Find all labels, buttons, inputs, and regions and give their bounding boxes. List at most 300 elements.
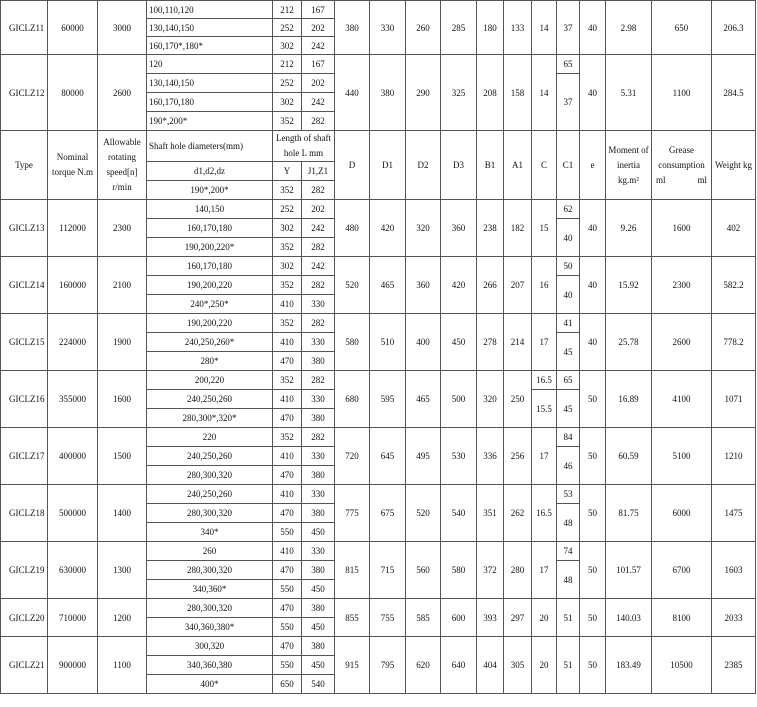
moment-of-inertia: 140.03 — [606, 599, 652, 637]
model-type: GICLZ15 — [1, 314, 48, 371]
dim-a1: 214 — [504, 314, 532, 371]
weight: 1475 — [712, 485, 756, 542]
shaft-diameters: 130,140,150 — [147, 74, 273, 93]
dim-e: 50 — [580, 542, 606, 599]
shaft-length-j1z1: 167 — [302, 1, 335, 19]
dim-c1: 65 — [557, 371, 580, 390]
dim-d1: 755 — [370, 599, 406, 637]
shaft-length-y: 252 — [273, 200, 302, 219]
shaft-length-y: 212 — [273, 1, 302, 19]
shaft-length-j1z1: 450 — [302, 618, 335, 637]
header-type: Type — [1, 131, 48, 200]
dim-d3: 640 — [441, 637, 477, 694]
dim-d1: 510 — [370, 314, 406, 371]
header-inertia — [606, 131, 652, 200]
dim-c1: 84 — [557, 428, 580, 447]
moment-of-inertia: 183.49 — [606, 637, 652, 694]
shaft-diameters: 160,170,180 — [147, 219, 273, 238]
dim-d1: 715 — [370, 542, 406, 599]
dim-c1: 40 — [557, 276, 580, 314]
dim-c: 17 — [532, 428, 557, 485]
header-grease-label: Grease consumption — [658, 144, 705, 170]
shaft-diameters: 280,300,320 — [147, 466, 273, 485]
dim-c: 17 — [532, 542, 557, 599]
weight: 2385 — [712, 637, 756, 694]
dim-d1: 330 — [370, 1, 406, 55]
dim-c: 20 — [532, 599, 557, 637]
table-body — [1, 1, 756, 694]
dim-c1: 51 — [557, 599, 580, 637]
dim-c1: 48 — [557, 561, 580, 599]
dim-c1: 45 — [557, 333, 580, 371]
dim-d2: 585 — [406, 599, 441, 637]
shaft-length-j1z1: 380 — [302, 637, 335, 656]
shaft-length-j1z1: 282 — [302, 238, 335, 257]
rotating-speed: 1900 — [98, 314, 147, 371]
dim-a1: 207 — [504, 257, 532, 314]
shaft-length-j1z1: 330 — [302, 542, 335, 561]
shaft-length-j1z1: 380 — [302, 466, 335, 485]
header-torque: Nominal torque N.m — [48, 131, 98, 200]
moment-of-inertia: 60.59 — [606, 428, 652, 485]
moment-of-inertia: 16.89 — [606, 371, 652, 428]
dim-e: 40 — [580, 1, 606, 55]
header-d1: D1 — [370, 131, 406, 200]
dim-c: 16.5 — [532, 485, 557, 542]
nominal-torque: 80000 — [48, 55, 98, 131]
table-row — [1, 637, 756, 656]
shaft-length-y: 302 — [273, 219, 302, 238]
dim-d2: 520 — [406, 485, 441, 542]
shaft-length-y: 302 — [273, 93, 302, 112]
weight: 1071 — [712, 371, 756, 428]
grease-consumption: 1100 — [652, 55, 712, 131]
dim-e: 40 — [580, 257, 606, 314]
moment-of-inertia: 5.31 — [606, 55, 652, 131]
model-type: GICLZ21 — [1, 637, 48, 694]
nominal-torque: 900000 — [48, 637, 98, 694]
table-row — [1, 55, 756, 74]
shaft-length-y: 470 — [273, 637, 302, 656]
shaft-length-j1z1: 450 — [302, 580, 335, 599]
dim-c1: 53 — [557, 485, 580, 504]
header-d3: D3 — [441, 131, 477, 200]
shaft-diameters: 260 — [147, 542, 273, 561]
shaft-diameters: 240*,250* — [147, 295, 273, 314]
shaft-length-y: 550 — [273, 523, 302, 542]
dim-d2: 260 — [406, 1, 441, 55]
shaft-length-y: 352 — [273, 428, 302, 447]
dim-d: 855 — [335, 599, 370, 637]
dim-e: 50 — [580, 428, 606, 485]
dim-b1: 393 — [477, 599, 504, 637]
dim-c: 17 — [532, 314, 557, 371]
model-type: GICLZ19 — [1, 542, 48, 599]
header-d: D — [335, 131, 370, 200]
dim-e: 40 — [580, 314, 606, 371]
shaft-diameters: 280* — [147, 352, 273, 371]
table-row — [1, 314, 756, 333]
grease-consumption: 1600 — [652, 200, 712, 257]
dim-a1: 158 — [504, 55, 532, 131]
weight: 1210 — [712, 428, 756, 485]
shaft-length-j1z1: 330 — [302, 390, 335, 409]
weight: 206.3 — [712, 1, 756, 55]
table-row — [1, 1, 756, 19]
shaft-length-j1z1: 450 — [302, 523, 335, 542]
shaft-diameters: 190,200,220 — [147, 276, 273, 295]
grease-consumption: 2600 — [652, 314, 712, 371]
model-type: GICLZ14 — [1, 257, 48, 314]
grease-consumption: 8100 — [652, 599, 712, 637]
moment-of-inertia: 15.92 — [606, 257, 652, 314]
dim-d: 580 — [335, 314, 370, 371]
weight: 284.5 — [712, 55, 756, 131]
shaft-length-j1z1: 282 — [302, 428, 335, 447]
shaft-diameters: 160,170,180 — [147, 257, 273, 276]
header-e: e — [580, 131, 606, 200]
shaft-length-j1z1: 330 — [302, 333, 335, 352]
moment-of-inertia: 9.26 — [606, 200, 652, 257]
dim-c: 15 — [532, 200, 557, 257]
shaft-length-y: 470 — [273, 561, 302, 580]
grease-consumption: 6700 — [652, 542, 712, 599]
dim-d3: 540 — [441, 485, 477, 542]
shaft-length-j1z1: 167 — [302, 55, 335, 74]
shaft-length-y: 470 — [273, 504, 302, 523]
shaft-length-y: 352 — [273, 276, 302, 295]
moment-of-inertia: 25.78 — [606, 314, 652, 371]
shaft-diameters: 300,320 — [147, 637, 273, 656]
model-type: GICLZ18 — [1, 485, 48, 542]
shaft-length-j1z1: 202 — [302, 19, 335, 37]
header-shaft-length: Length of shaft hole L mm — [273, 131, 335, 162]
shaft-diameters: 190,200,220* — [147, 238, 273, 257]
dim-a1: 280 — [504, 542, 532, 599]
model-type: GICLZ12 — [1, 55, 48, 131]
shaft-length-y: 550 — [273, 580, 302, 599]
shaft-diameters: 190*,200* — [147, 112, 273, 131]
dim-c1: 62 — [557, 200, 580, 219]
header-weight: Weight kg — [712, 131, 756, 200]
table-row — [1, 599, 756, 618]
moment-of-inertia: 101.57 — [606, 542, 652, 599]
grease-consumption: 6000 — [652, 485, 712, 542]
dim-d3: 530 — [441, 428, 477, 485]
nominal-torque: 500000 — [48, 485, 98, 542]
header-extra-y: 352 — [273, 181, 302, 200]
header-grease-unit-left: ml — [656, 174, 666, 185]
dim-a1: 133 — [504, 1, 532, 55]
header-c: C — [532, 131, 557, 200]
dim-d1: 645 — [370, 428, 406, 485]
dim-c1: 37 — [557, 74, 580, 131]
shaft-diameters: 130,140,150 — [147, 19, 273, 37]
model-type: GICLZ16 — [1, 371, 48, 428]
shaft-length-j1z1: 242 — [302, 93, 335, 112]
header-b1: B1 — [477, 131, 504, 200]
table-row — [1, 542, 756, 561]
shaft-length-y: 212 — [273, 55, 302, 74]
nominal-torque: 630000 — [48, 542, 98, 599]
dim-d1: 675 — [370, 485, 406, 542]
dim-c: 14 — [532, 1, 557, 55]
dim-b1: 336 — [477, 428, 504, 485]
shaft-diameters: 240,250,260 — [147, 485, 273, 504]
grease-consumption: 2300 — [652, 257, 712, 314]
shaft-length-j1z1: 380 — [302, 561, 335, 580]
shaft-length-j1z1: 330 — [302, 485, 335, 504]
shaft-diameters: 340* — [147, 523, 273, 542]
header-inertia-label: Moment of inertia — [608, 144, 649, 170]
model-type: GICLZ11 — [1, 1, 48, 55]
shaft-diameters: 220 — [147, 428, 273, 447]
dim-d3: 325 — [441, 55, 477, 131]
rotating-speed: 2600 — [98, 55, 147, 131]
dim-d2: 495 — [406, 428, 441, 485]
nominal-torque: 112000 — [48, 200, 98, 257]
shaft-length-y: 650 — [273, 675, 302, 694]
rotating-speed: 1100 — [98, 637, 147, 694]
dim-d2: 560 — [406, 542, 441, 599]
moment-of-inertia: 81.75 — [606, 485, 652, 542]
model-type: GICLZ20 — [1, 599, 48, 637]
dim-c: 20 — [532, 637, 557, 694]
shaft-diameters: 160,170,180 — [147, 93, 273, 112]
shaft-diameters: 340,360,380* — [147, 618, 273, 637]
shaft-length-j1z1: 242 — [302, 219, 335, 238]
header-shaft-diameters: Shaft hole diameters(mm) — [147, 131, 273, 162]
shaft-diameters: 280,300,320 — [147, 599, 273, 618]
grease-consumption: 10500 — [652, 637, 712, 694]
dim-d2: 320 — [406, 200, 441, 257]
header-a1: A1 — [504, 131, 532, 200]
header-grease — [652, 131, 712, 200]
table-row — [1, 200, 756, 219]
shaft-diameters: 160,170*,180* — [147, 37, 273, 55]
shaft-length-y: 410 — [273, 542, 302, 561]
shaft-length-y: 410 — [273, 485, 302, 504]
shaft-diameters: 280,300,320 — [147, 561, 273, 580]
shaft-length-j1z1: 242 — [302, 37, 335, 55]
rotating-speed: 2100 — [98, 257, 147, 314]
shaft-length-y: 302 — [273, 37, 302, 55]
dim-d2: 290 — [406, 55, 441, 131]
dim-d3: 500 — [441, 371, 477, 428]
shaft-diameters: 200,220 — [147, 371, 273, 390]
shaft-length-j1z1: 380 — [302, 504, 335, 523]
weight: 1603 — [712, 542, 756, 599]
shaft-length-j1z1: 202 — [302, 74, 335, 93]
dim-d: 815 — [335, 542, 370, 599]
header-grease-unit-right: ml — [697, 174, 707, 185]
header-len-y: Y — [273, 162, 302, 181]
dim-d2: 620 — [406, 637, 441, 694]
shaft-length-y: 352 — [273, 112, 302, 131]
shaft-length-y: 470 — [273, 599, 302, 618]
shaft-diameters: 140,150 — [147, 200, 273, 219]
shaft-length-j1z1: 242 — [302, 257, 335, 276]
shaft-length-y: 550 — [273, 618, 302, 637]
dim-b1: 320 — [477, 371, 504, 428]
dim-d: 520 — [335, 257, 370, 314]
header-extra-j: 282 — [302, 181, 335, 200]
shaft-diameters: 190,200,220 — [147, 314, 273, 333]
grease-consumption: 650 — [652, 1, 712, 55]
dim-a1: 305 — [504, 637, 532, 694]
shaft-length-j1z1: 282 — [302, 371, 335, 390]
grease-consumption: 5100 — [652, 428, 712, 485]
dim-d2: 465 — [406, 371, 441, 428]
shaft-length-y: 352 — [273, 238, 302, 257]
dim-a1: 262 — [504, 485, 532, 542]
shaft-length-y: 302 — [273, 257, 302, 276]
header-len-j: J1,Z1 — [302, 162, 335, 181]
shaft-length-y: 410 — [273, 390, 302, 409]
shaft-length-y: 470 — [273, 352, 302, 371]
dim-d1: 795 — [370, 637, 406, 694]
dim-a1: 182 — [504, 200, 532, 257]
rotating-speed: 1300 — [98, 542, 147, 599]
nominal-torque: 355000 — [48, 371, 98, 428]
dim-b1: 208 — [477, 55, 504, 131]
dim-d: 440 — [335, 55, 370, 131]
rotating-speed: 3000 — [98, 1, 147, 55]
dim-c1: 40 — [557, 219, 580, 257]
dim-a1: 250 — [504, 371, 532, 428]
dim-b1: 404 — [477, 637, 504, 694]
dim-d3: 580 — [441, 542, 477, 599]
nominal-torque: 160000 — [48, 257, 98, 314]
shaft-diameters: 340,360,380 — [147, 656, 273, 675]
shaft-length-y: 252 — [273, 19, 302, 37]
dim-c: 14 — [532, 55, 557, 131]
dim-a1: 297 — [504, 599, 532, 637]
dim-b1: 278 — [477, 314, 504, 371]
header-extra-shaft: 190*,200* — [147, 181, 273, 200]
nominal-torque: 224000 — [48, 314, 98, 371]
shaft-length-j1z1: 450 — [302, 656, 335, 675]
shaft-length-j1z1: 202 — [302, 200, 335, 219]
rotating-speed: 1200 — [98, 599, 147, 637]
shaft-diameters: 100,110,120 — [147, 1, 273, 19]
dim-c1: 46 — [557, 447, 580, 485]
header-shaft-sub: d1,d2,dz — [147, 162, 273, 181]
shaft-diameters: 120 — [147, 55, 273, 74]
shaft-diameters: 240,250,260 — [147, 447, 273, 466]
dim-e: 40 — [580, 55, 606, 131]
model-type: GICLZ13 — [1, 200, 48, 257]
rotating-speed: 1400 — [98, 485, 147, 542]
shaft-length-y: 352 — [273, 371, 302, 390]
table-row — [1, 428, 756, 447]
dim-d: 680 — [335, 371, 370, 428]
dim-d3: 600 — [441, 599, 477, 637]
shaft-length-j1z1: 330 — [302, 295, 335, 314]
dim-d1: 420 — [370, 200, 406, 257]
shaft-length-y: 470 — [273, 409, 302, 428]
dim-c1: 65 — [557, 55, 580, 74]
dim-c1: 45 — [557, 390, 580, 428]
dim-c: 16 — [532, 257, 557, 314]
dim-d: 915 — [335, 637, 370, 694]
shaft-length-y: 352 — [273, 314, 302, 333]
dim-d3: 450 — [441, 314, 477, 371]
dim-b1: 238 — [477, 200, 504, 257]
dim-e: 50 — [580, 599, 606, 637]
dim-d1: 380 — [370, 55, 406, 131]
dim-d2: 400 — [406, 314, 441, 371]
weight: 582.2 — [712, 257, 756, 314]
dim-d2: 360 — [406, 257, 441, 314]
dim-c1: 74 — [557, 542, 580, 561]
dim-e: 50 — [580, 371, 606, 428]
weight: 778.2 — [712, 314, 756, 371]
shaft-length-y: 470 — [273, 466, 302, 485]
shaft-length-j1z1: 540 — [302, 675, 335, 694]
model-type: GICLZ17 — [1, 428, 48, 485]
dim-e: 50 — [580, 485, 606, 542]
header-d2: D2 — [406, 131, 441, 200]
dim-d: 775 — [335, 485, 370, 542]
shaft-diameters: 240,250,260* — [147, 333, 273, 352]
shaft-diameters: 240,250,260 — [147, 390, 273, 409]
shaft-length-j1z1: 380 — [302, 409, 335, 428]
rotating-speed: 2300 — [98, 200, 147, 257]
header-inertia-unit: kg.m² — [618, 174, 639, 185]
shaft-length-j1z1: 380 — [302, 352, 335, 371]
shaft-length-y: 410 — [273, 333, 302, 352]
shaft-diameters: 280,300*,320* — [147, 409, 273, 428]
shaft-diameters: 340,360* — [147, 580, 273, 599]
dim-e: 50 — [580, 637, 606, 694]
rotating-speed: 1500 — [98, 428, 147, 485]
shaft-length-j1z1: 380 — [302, 599, 335, 618]
dim-d: 380 — [335, 1, 370, 55]
dim-b1: 180 — [477, 1, 504, 55]
dim-e: 40 — [580, 200, 606, 257]
nominal-torque: 710000 — [48, 599, 98, 637]
weight: 2033 — [712, 599, 756, 637]
header-c1: C1 — [557, 131, 580, 200]
dim-d: 720 — [335, 428, 370, 485]
shaft-length-j1z1: 282 — [302, 276, 335, 295]
dim-c: 16.5 — [532, 371, 557, 390]
dim-d3: 360 — [441, 200, 477, 257]
shaft-length-j1z1: 282 — [302, 112, 335, 131]
dim-d1: 465 — [370, 257, 406, 314]
dim-b1: 372 — [477, 542, 504, 599]
dim-c1: 50 — [557, 257, 580, 276]
shaft-diameters: 400* — [147, 675, 273, 694]
shaft-length-y: 410 — [273, 447, 302, 466]
dim-b1: 266 — [477, 257, 504, 314]
dim-a1: 256 — [504, 428, 532, 485]
table-row — [1, 485, 756, 504]
dim-d3: 420 — [441, 257, 477, 314]
weight: 402 — [712, 200, 756, 257]
dim-c1: 37 — [557, 1, 580, 55]
dim-d3: 285 — [441, 1, 477, 55]
table-row — [1, 257, 756, 276]
shaft-length-j1z1: 282 — [302, 314, 335, 333]
grease-consumption: 4100 — [652, 371, 712, 428]
dim-c1: 41 — [557, 314, 580, 333]
dim-c: 15.5 — [532, 390, 557, 428]
shaft-length-y: 410 — [273, 295, 302, 314]
nominal-torque: 60000 — [48, 1, 98, 55]
table-row — [1, 371, 756, 390]
